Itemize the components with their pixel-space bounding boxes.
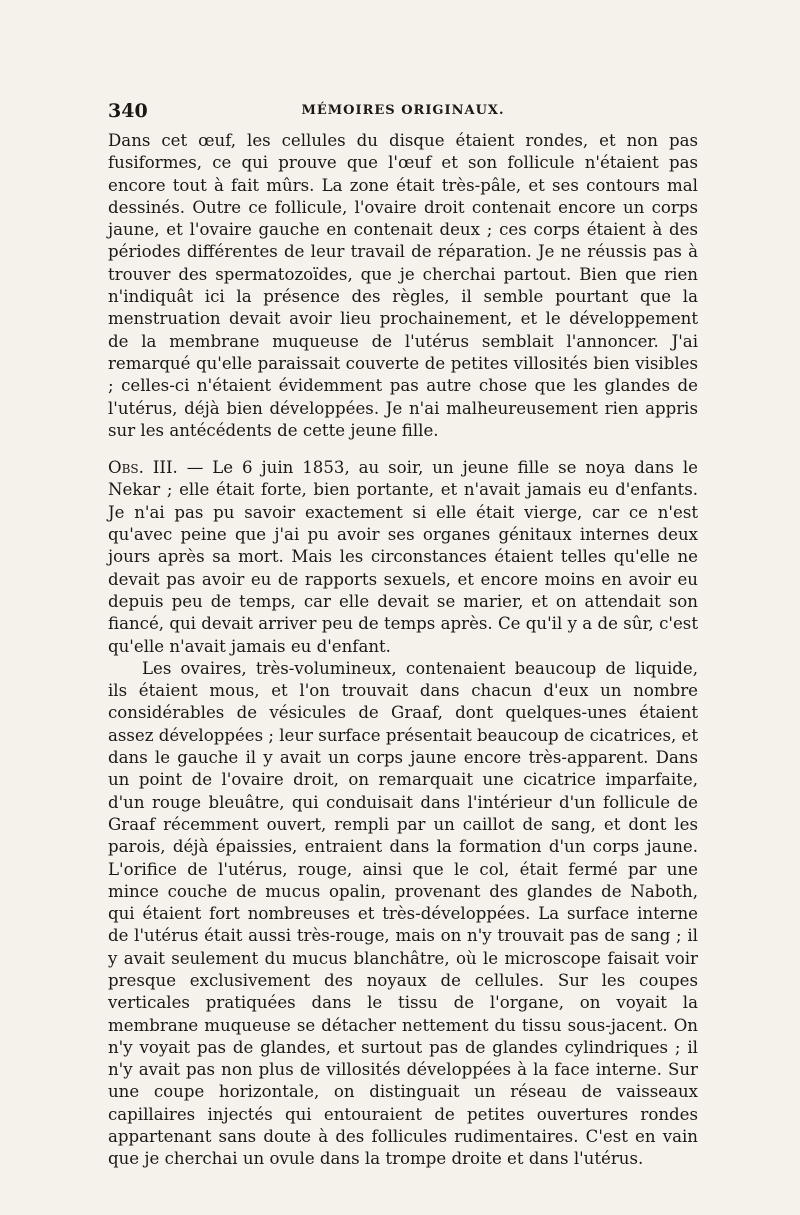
- running-title: MÉMOIRES ORIGINAUX.: [301, 103, 505, 118]
- paragraph-3: Les ovaires, très-volumineux, contenaient beaucoup de liquide, ils étaient mous, et l'on trouvait dans chacun d'eux un nombre considérables de vésicules de Graaf, dont quelques-unes étaient assez développées ; leur surface présentait beaucoup de cicatrices, et dans le gauche il y avait un corps jaune encore très-apparent. Dans un point de l'ovaire droit, on remarquait une cicatrice imparfaite, d'un rouge bleuâtre, qui conduisait dans l'intérieur d'un follicule de Graaf récemment ouvert, rempli par un caillot de sang, et dont les parois, déjà épaissies, entraient dans la formation d'un corps jaune. L'orifice de l'utérus, rouge, ainsi que le col, était fermé par une mince couche de mucus opalin, provenant des glandes de Naboth, qui étaient fort nombreuses et très-développées. La surface interne de l'utérus était aussi très-rouge, mais on n'y trouvait pas de sang ; il y avait seulement du mucus blanchâtre, où le microscope faisait voir presque exclusivement des noyaux de cellules. Sur les coupes verticales pratiquées dans le tissu de l'organe, on voyait la membrane muqueuse se détacher nettement du tissu sous-jacent. On n'y voyait pas de glandes, et surtout pas de glandes cylindriques ; il n'y avait pas non plus de villosités développées à la face interne. Sur une coupe horizontale, on distinguait un réseau de vaisseaux capillaires injectés qui entouraient de petites ouvertures rondes appartenant sans doute à des follicules rudimentaires. C'est en vain que je cherchai un ovule dans la trompe droite et dans l'utérus.: [108, 658, 698, 1169]
- paragraph-1: Dans cet œuf, les cellules du disque étaient rondes, et non pas fusiformes, ce qui prouve que l'œuf et son follicule n'étaient pas encore tout à fait mûrs. La zone était très-pâle, et ses contours mal dessinés. Outre ce follicule, l'ovaire droit contenait encore un corps jaune, et l'ovaire gauche en contenait deux ; ces corps étaient à des périodes différentes de leur travail de réparation. Je ne réussis pas à trouver des spermatozoïdes, que je cherchai partout. Bien que rien n'indiquât ici la présence des règles, il semble pourtant que la menstruation devait avoir lieu prochainement, et le développement de la membrane muqueuse de l'utérus semblait l'annoncer. J'ai remarqué qu'elle paraissait couverte de petites villosités bien visibles ; celles-ci n'étaient évidemment pas autre chose que les glandes de l'utérus, déjà bien développées. Je n'ai malheureusement rien appris sur les antécédents de cette jeune fille.: [108, 131, 698, 440]
- body-text: [108, 130, 698, 1171]
- observation-label: Obs. III.: [108, 458, 178, 478]
- paragraph-2-text: — Le 6 juin 1853, au soir, un jeune fille se noya dans le Nekar ; elle était forte, bien portante, et n'avait jamais eu d'enfants. Je n'ai pas pu savoir exactement si elle était vierge, car ce n'est qu'avec peine que j'ai pu avoir ses organes génitaux internes deux jours après sa mort. Mais les circonstances étaient telles qu'elle ne devait pas avoir eu de rapports sexuels, et encore moins en avoir eu depuis peu de temps, car elle devait se marier, et on attendait son fiancé, qui devait arriver peu de temps après. Ce qu'il y a de sûr, c'est qu'elle n'avait jamais eu d'enfant.: [108, 458, 699, 656]
- page-header: [108, 100, 698, 126]
- paragraph-2: [108, 457, 698, 658]
- page-number: 340: [108, 100, 148, 122]
